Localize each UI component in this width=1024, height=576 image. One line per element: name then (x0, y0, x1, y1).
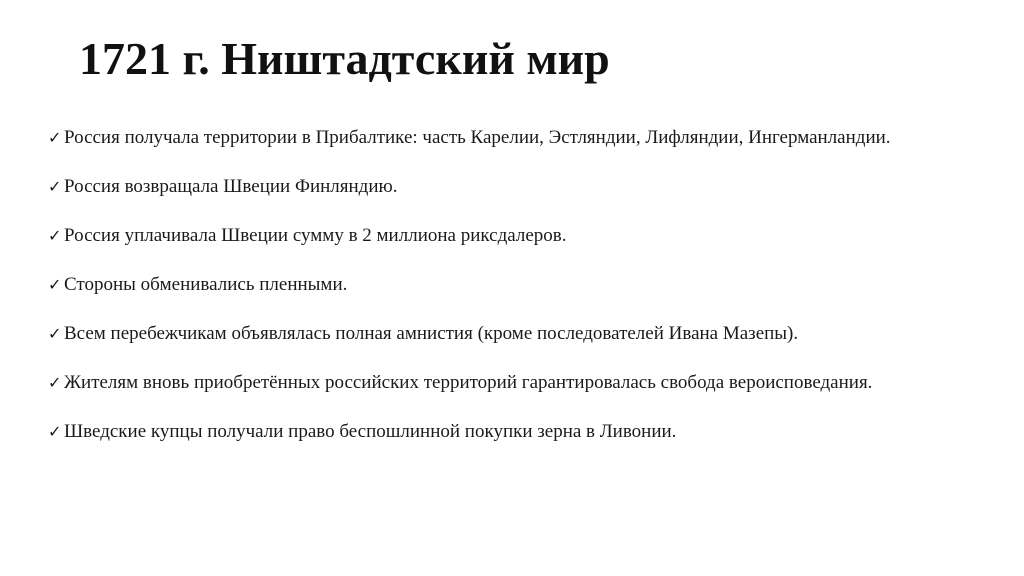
bullet-item (48, 265, 988, 305)
bullet-item (48, 216, 988, 256)
bullet-text: Всем перебежчикам объявлялась полная амнистия (кроме последователей Ивана Мазепы). (64, 323, 799, 344)
bullet-list (48, 118, 988, 461)
slide-title: 1721 г. Ништадтский мир (79, 33, 610, 84)
checkmark-icon: ✓ (48, 275, 62, 294)
bullet-item (48, 363, 988, 403)
checkmark-icon: ✓ (48, 422, 62, 441)
bullet-text: Стороны обменивались пленными. (64, 274, 348, 295)
bullet-text: Россия получала территории в Прибалтике: часть Карелии, Эстляндии, Лифляндии, Ингерманландии. (64, 127, 891, 148)
checkmark-icon: ✓ (48, 324, 62, 343)
bullet-text: Россия возвращала Швеции Финляндию. (64, 176, 398, 197)
checkmark-icon: ✓ (48, 373, 62, 392)
bullet-item (48, 118, 988, 158)
bullet-item (48, 167, 988, 207)
checkmark-icon: ✓ (48, 128, 62, 147)
checkmark-icon: ✓ (48, 177, 62, 196)
bullet-item (48, 314, 988, 354)
bullet-item (48, 412, 988, 452)
bullet-text: Россия уплачивала Швеции сумму в 2 миллиона риксдалеров. (64, 225, 567, 246)
checkmark-icon: ✓ (48, 226, 62, 245)
bullet-text: Шведские купцы получали право беспошлинной покупки зерна в Ливонии. (64, 421, 677, 442)
bullet-text: Жителям вновь приобретённых российских территорий гарантировалась свобода вероисповедания. (64, 372, 873, 393)
